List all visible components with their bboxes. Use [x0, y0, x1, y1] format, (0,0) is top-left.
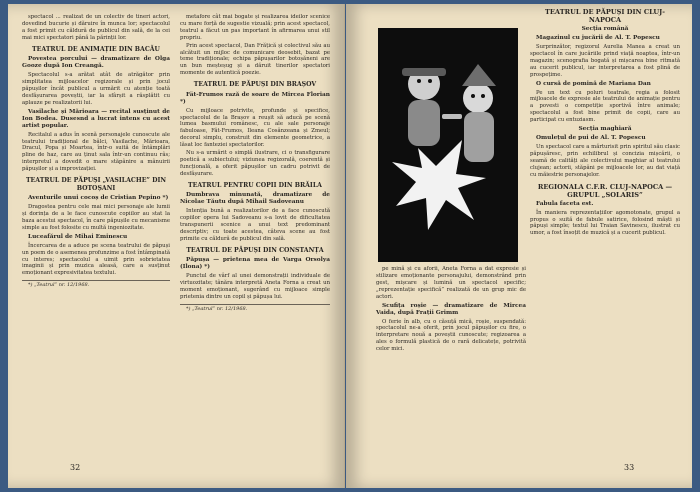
play-title: Aventurile unui cocoș de Cristian Pepino *) — [28, 195, 169, 202]
paragraph: Nu s-a urmărit o simplă ilustrare, ci o transfigurare poetică a subiectului; viziunea regizorală, coerentă și funcțională, a oferit păpușilor un cadru potrivit de desfășurare. — [180, 150, 330, 177]
paragraph: metafore cât mai bogate și realizarea ideilor scenice cu mare forță de sugestie vizuală; prin acest spectacol, teatrul a făcut un pas important în afirmarea unui stil propriu. — [180, 14, 330, 41]
play-title: Povestea porcului — dramatizare de Olga Gooze după Ion Creangă. — [22, 56, 170, 70]
puppet-photo — [378, 28, 518, 262]
section-heading: TEATRUL DE PĂPUȘI DIN CONSTANȚA — [186, 246, 324, 254]
play-title: Dumbrava minunată, dramatizare de Nicolae Tăutu după Mihail Sadoveanu — [180, 192, 330, 206]
intro-text: spectacol ... realizat de un colectiv de tineri actori, dovedind bucurie și dăruire în munca lor; spectacolul a fost primit cu căldură de publicul din sală, de la cei mai mici spectatori până la părinții lor. — [22, 14, 170, 41]
page-number: 32 — [70, 463, 81, 472]
right-page — [346, 4, 692, 488]
puppet-scene-illustration — [378, 28, 518, 262]
theatre-heading: TEATRUL DE PĂPUȘI DIN CLUJ-NAPOCA — [545, 8, 665, 24]
paragraph: Cu mijloace potrivite, profunde și specifice, spectacolul de la Brașov a reușit să aducă pe scenă lumea basmului românesc, cu ale sale personaje fabuloase, Făt-Frumos, Ileana Cosânzeana și Zmeul; decorul simplu, construit din elemente geometrice, a lăsat loc fanteziei spectatorilor. — [180, 107, 330, 149]
play-title: Fabula faceta est. — [536, 200, 594, 207]
paragraph: Dragostea pentru cele mai mici personaje ale lumii și dorința de a le face cunoscute copiilor au stat la baza acestui spectacol, în care păpușile cu mecanisme simple au fost folosite cu multă ingeniozitate. — [22, 204, 170, 231]
play-title: Scufița roșie — dramatizare de Mircea Vaida, după Frații Grimm — [376, 302, 526, 316]
right-column — [530, 8, 680, 238]
play-title: Magazinul cu jucării de Al. T. Popescu — [536, 35, 660, 41]
left-column-2 — [180, 14, 330, 313]
paragraph: Spectacolul s-a arătat atât de atrăgător prin simplitatea mijloacelor regizorale și prin jocul păpușilor încât publicul a urmărit cu atenție toată desfășurarea poveștii, iar la sfârșit a răsplătit cu aplauze pe realizatorii lui. — [22, 72, 170, 106]
play-title: Fät-Frumos rază de soare de Mircea Florian *) — [180, 91, 330, 105]
section-heading: TEATRUL DE ANIMAȚIE DIN BACĂU — [32, 45, 160, 53]
footnote: *) „Teatrul” nr. 12/1968. — [180, 304, 330, 313]
middle-column — [376, 266, 526, 354]
paragraph: Încercarea de a aduce pe scena teatrului de păpuși un poem de o asemenea profunzime a fost întâmpinată cu interes; spectacolul a uimit prin sobrietatea imaginii și prin muzica aleasă, care a susținut emoționant expresivitatea textului. — [22, 242, 170, 277]
paragraph: Surprinzător, regizorul Aurelia Manea a creat un spectacol în care jucăriile prind viață noaptea, într-un magazin; scenografia bogată și mișcarea bine ritmată au cucerit publicul, iar interpretarea a fost plină de prospețime. — [530, 44, 680, 78]
section-subheading: Secția română — [581, 26, 629, 32]
paragraph: Punctul de vârf al unei demonstrații individuale de virtuozitate; tânăra interpretă Aneta Forna a creat un moment emoționant, sugerând cu mijloace simple prietenia dintre un copil și păpușa lui. — [180, 273, 330, 300]
paragraph: Intenția bună a realizatorilor de a face cunoscută copiilor opera lui Sadoveanu s-a lovit de dificultatea transpunerii scenice a unui text predominant descriptiv; cu toate acestea, câteva scene au fost primite cu căldură de publicul din sală. — [180, 208, 330, 242]
paragraph: O ferie în alb, cu o căsuță mică, roșie, suspendată: spectacolul ne-a oferit, prin jocul păpușilor cu fire, o interpretare nouă a poveștii cunoscute; regizoarea a ales o formulă plastică de o rară delicatețe, potrivită celor mici. — [376, 318, 526, 353]
play-title: Păpușa — prietena mea de Varga Orsolya (Ilona) *) — [180, 257, 330, 271]
paragraph: pe mină și cu aforii, Aneta Forna a dat expresie și stilizare emoționante personajului, demonstrând prin gest, mișcare și lumină un spectacol specific; „reprezentație specifică” realizată de un grup mic de actori. — [376, 266, 526, 300]
left-column-1 — [22, 14, 170, 289]
section-heading: TEATRUL DE PĂPUȘI „VASILACHE” DIN BOTOȘANI — [25, 177, 167, 192]
paragraph: Recitalul a adus în scenă personajele cunoscute ale teatrului tradițional de bâlci, Vasilache, Mărioara, Dracul, Popa și Moartea, într-o suită de întâmplări pline de haz, care au ținut sala într-un continuu râs; interpretul a dovedit o mare stăpânire a mânuirii păpușilor și a improvizației. — [22, 131, 170, 173]
section-subheading: Secția maghiară — [578, 126, 632, 133]
paragraph: Pe un text cu poluri teatrale, regia a folosit mijloacele de expresie ale teatrului de animație pentru a povesti o competiție sportivă între animale; spectacolul a fost bine primit de copii, care au participat cu entuziasm. — [530, 89, 680, 124]
paragraph: În maniera reprezentațiilor agomotonate, grupul a propus o suită de fabule satirice, folosind măști și păpuși simple; textul lui Traian Savinescu, ilustrat cu umor, a fost însoțit de muzică și a cucerit publicul. — [530, 209, 680, 237]
page-number: 33 — [624, 463, 635, 472]
play-title: Omulețul de pui de Al. T. Popescu — [536, 135, 646, 142]
section-heading: TEATRUL DE PĂPUȘI DIN BRAȘOV — [193, 81, 317, 89]
play-title: Luceafărul de Mihai Eminescu — [28, 233, 128, 240]
left-page — [8, 4, 345, 488]
theatre-heading: REGIONALA C.F.R. CLUJ-NAPOCA — GRUPUL „SOLARIS” — [537, 182, 673, 199]
section-heading: TEATRUL PENTRU COPII DIN BRĂILA — [188, 181, 322, 189]
play-title: O cursă de pomină de Mariana Dan — [536, 80, 651, 87]
paragraph: Un spectacol care a mărturisit prin spiritul său clasic păpușăresc, prin echilibrul și concizia mișcării, o seamă de calități ale colectivului maghiar al teatrului clujean; actorii, stăpâni pe mijloacele lor, au dat viață cu măiestrie personajelor. — [530, 144, 680, 178]
paragraph: Prin acest spectacol, Dan Frățică și colectivul său au alcătuit un mijloc de comunicare deosebit, bazat pe teme tradiționale; echipa păpușarilor botoșăneni are un bun meșteșug și a dăruit tinerilor spectatori momente de autentică poezie. — [180, 42, 330, 77]
play-title: Vasilache și Mărioara — recital susținut de Ion Bodea. Dusesnd a lucrat intens cu acest artist popular. — [22, 108, 170, 129]
footnote: *) „Teatrul” nr. 12/1968. — [22, 280, 170, 289]
